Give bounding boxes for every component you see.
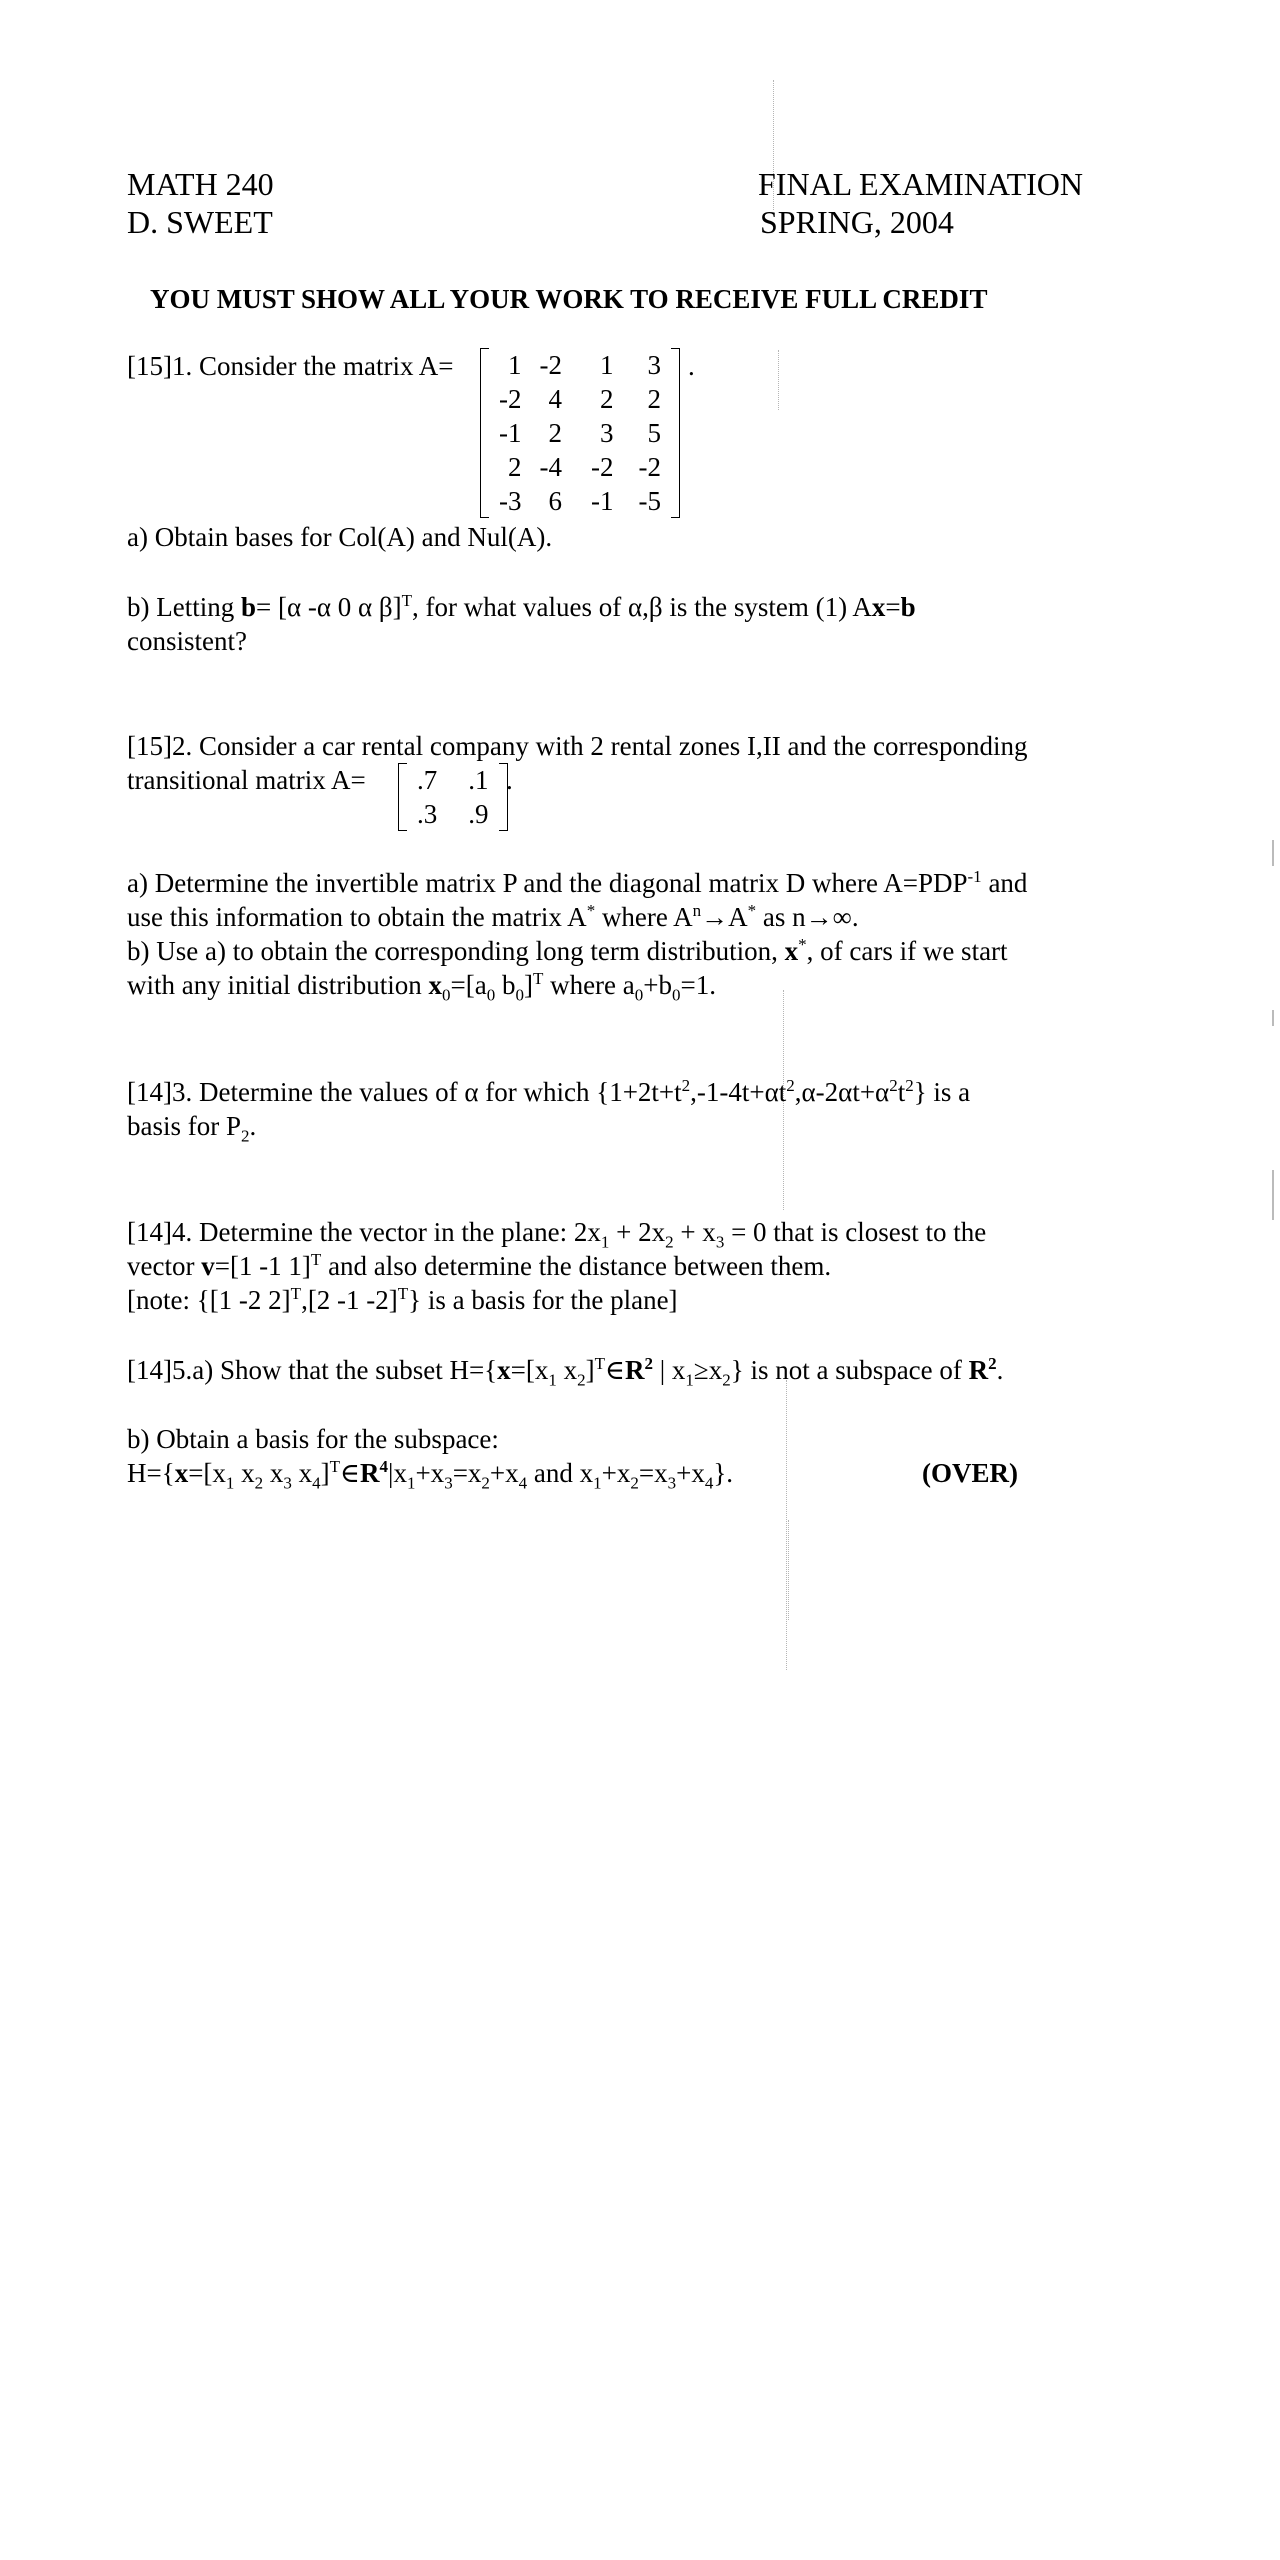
matrix-cell: .9 (468, 799, 489, 829)
q1-matrix (480, 348, 680, 518)
matrix-cell: .7 (417, 765, 438, 795)
matrix-cell: -4 (539, 452, 562, 482)
q1-part-a: a) Obtain bases for Col(A) and Nul(A). (127, 522, 553, 552)
matrix-cell: .3 (417, 799, 438, 829)
matrix-bracket-right (671, 348, 680, 518)
matrix-cell: 4 (548, 384, 562, 414)
q5-part-a: [14]5.a) Show that the subset $H=\{x=[x_1$ $x_2]^T\in R^2$ | $x_1\ge x_2$} is not a subspace of $R^2$. (127, 1354, 1004, 1390)
matrix-row (490, 416, 670, 450)
scan-line (788, 1520, 790, 1620)
matrix-row (490, 348, 670, 382)
matrix-cell: -1 (591, 486, 614, 516)
exam-term: SPRING, 2004 (760, 204, 954, 240)
q4-note: [note: {[1 -2 2]$^T$,[2 -1 -2]$^T$} is a basis for the plane] (127, 1284, 678, 1315)
course-title: MATH 240 (127, 166, 274, 202)
exam-title: FINAL EXAMINATION (758, 166, 1083, 202)
q2-part-a-line2: use this information to obtain the matrix A* where $A^n\to A^*$ as n→∞. (127, 901, 859, 932)
matrix-cell: 1 (508, 350, 522, 380)
q2-part-b-line2: with any initial distribution $x_0=[a_0$ $b_0]^T$ where $a_0+b_0=1$. (127, 969, 716, 1005)
matrix-cell: 2 (548, 418, 562, 448)
matrix-cell: 3 (647, 350, 661, 380)
q2-line1: [15]2. Consider a car rental company with 2 rental zones I,II and the corresponding (127, 731, 1028, 761)
q2-matrix-period: . (506, 765, 513, 795)
q1-matrix-period: . (688, 351, 695, 381)
q2-matrix (398, 763, 508, 831)
over-indicator: (OVER) (922, 1458, 1018, 1488)
matrix-cell: 1 (600, 350, 614, 380)
matrix-cell: 2 (508, 452, 522, 482)
instructions-banner: YOU MUST SHOW ALL YOUR WORK TO RECEIVE FULL CREDIT (150, 284, 988, 314)
q2-part-a-line1: a) Determine the invertible matrix P and the diagonal matrix D where $A=PDP^{-1}$ and (127, 867, 1028, 898)
scan-line (778, 350, 780, 410)
matrix-cell: 2 (647, 384, 661, 414)
q5-part-b-line1: b) Obtain a basis for the subspace: (127, 1424, 499, 1454)
matrix-cell: -1 (499, 418, 522, 448)
matrix-bracket-left (398, 763, 407, 831)
matrix-row (408, 797, 498, 831)
q2-line2: transitional matrix A= (127, 765, 366, 795)
q4-line1: [14]4. Determine the vector in the plane: $2x_1 + 2x_2 + x_3 = 0$ that is closest to the (127, 1217, 987, 1252)
q2-part-b-line1: b) Use a) to obtain the corresponding long term distribution, x*, of cars if we start (127, 935, 1008, 966)
matrix-row (490, 382, 670, 416)
q4-line2: vector v=[1 -1 1]$^T$ and also determine the distance between them. (127, 1250, 832, 1281)
q5-part-b-line2: $H=\{x=[x_1$ $x_2$ $x_3$ $x_4]^T\in R^4|x_1+x_3=x_2+x_4$ and $x_1+x_2=x_3+x_4$}. (127, 1457, 734, 1493)
q1-part-b: b) Letting b= [α -α 0 α β]$^T$, for what values of α,β is the system (1) Ax=b (127, 591, 916, 622)
matrix-cell: .1 (468, 765, 489, 795)
matrix-cell: 6 (548, 486, 562, 516)
matrix-cell: 2 (600, 384, 614, 414)
matrix-cell: -2 (539, 350, 562, 380)
matrix-cell: -2 (638, 452, 661, 482)
q1-part-b-cont: consistent? (127, 626, 247, 656)
q1-prompt: [15]1. Consider the matrix A= (127, 351, 454, 381)
matrix-row (408, 763, 498, 797)
q3-line1: [14]3. Determine the values of α for which $\{1+2t+t^2,-1-4t+\alpha t^2,\alpha-2\alpha t+\alpha^2t^2\}$ is a (127, 1076, 971, 1107)
matrix-bracket-left (480, 348, 489, 518)
scan-mark (1272, 840, 1274, 866)
matrix-cell: -2 (591, 452, 614, 482)
matrix-cell: 3 (600, 418, 614, 448)
q3-line2: basis for $P_2$. (127, 1111, 257, 1146)
matrix-row (490, 484, 670, 518)
instructor-name: D. SWEET (127, 204, 273, 240)
scan-mark (1272, 1170, 1274, 1220)
matrix-cell: -5 (638, 486, 661, 516)
matrix-row (490, 450, 670, 484)
matrix-cell: -2 (499, 384, 522, 414)
matrix-cell: -3 (499, 486, 522, 516)
scan-mark (1272, 1010, 1274, 1026)
matrix-cell: 5 (647, 418, 661, 448)
